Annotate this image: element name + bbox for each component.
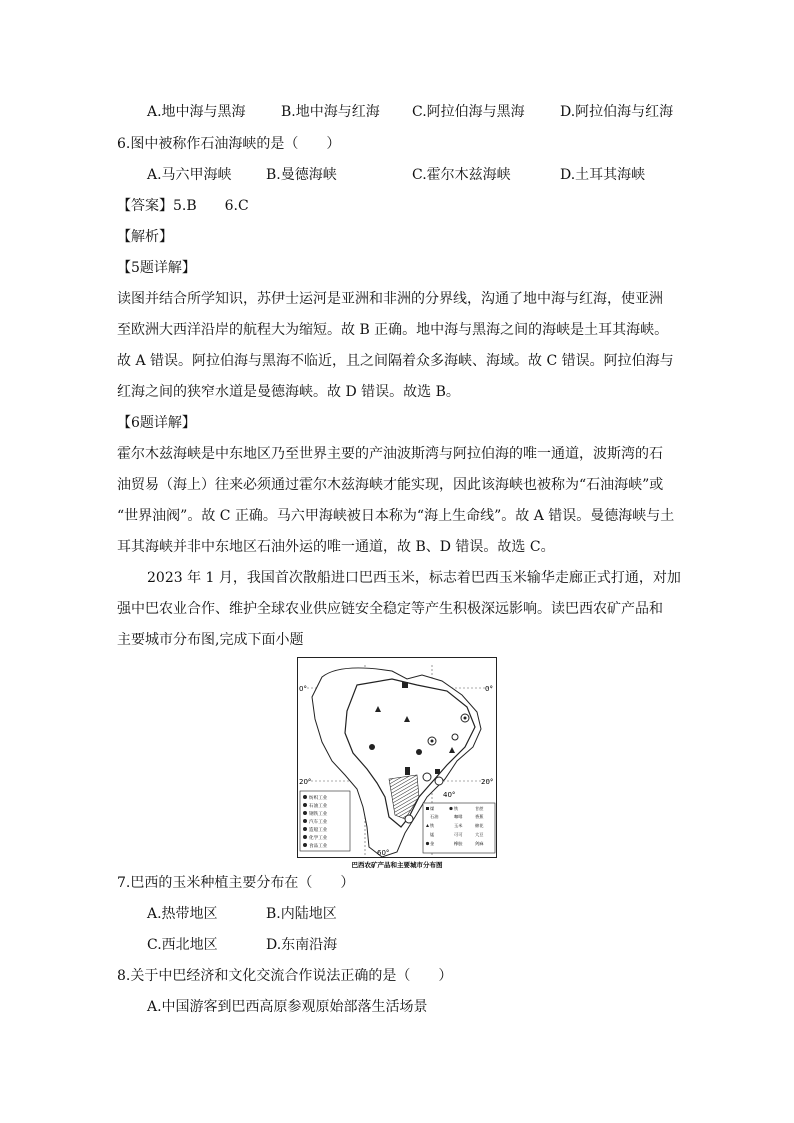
legend-product-14: 剑麻 xyxy=(475,841,484,846)
q7-question: 7.巴西的玉米种植主要分布在（ ） xyxy=(117,875,355,891)
analysis-title: 【解析】 xyxy=(117,229,173,245)
q6-option-d: D.土耳其海峡 xyxy=(560,167,646,183)
q5-detail-line-3: 故 A 错误。阿拉伯海与黑海不临近，且之间隔着众多海峡、海域。故 C 错误。阿拉伯海与 xyxy=(117,353,674,369)
q6-option-b: B.曼德海峡 xyxy=(266,167,337,183)
q6-detail-line-2: 油贸易（海上）往来必须通过霍尔木兹海峡才能实现，因此该海峡也被称为“石油海峡”或 xyxy=(117,477,664,493)
legend-product-10: 可可 xyxy=(454,832,463,837)
legend-product-1: 铁 xyxy=(454,806,459,811)
q5-detail-title: 【5题详解】 xyxy=(117,260,196,276)
legend-industry-2: 钢铁工业 xyxy=(309,812,328,817)
q5-detail-line-1: 读图并结合所学知识，苏伊士运河是亚洲和非洲的分界线，沟通了地中海与红海，使亚洲 xyxy=(117,291,663,307)
legend-industry-6: 食品工业 xyxy=(309,844,328,849)
legend-product-4: 咖啡 xyxy=(454,814,463,819)
lat-label-20-left: 20° xyxy=(299,778,312,786)
q6-detail-title: 【6题详解】 xyxy=(117,415,196,431)
lon-label-40: 40° xyxy=(443,791,456,799)
legend-product-11: 大豆 xyxy=(475,832,484,837)
legend-product-6: 铁 xyxy=(430,823,435,828)
intro-line-1: 2023 年 1 月，我国首次散船进口巴西玉米，标志着巴西玉米输华走廊正式打通，对加 xyxy=(147,570,681,586)
legend-industry-4: 造船工业 xyxy=(309,828,328,833)
legend-industry-3: 汽车工业 xyxy=(309,820,328,825)
q6-detail-line-3: “世界油阀”。故 C 正确。马六甲海峡被日本称为“海上生命线”。故 A 错误。曼德海峡与土 xyxy=(117,508,675,524)
answer-line: 【答案】5.B 6.C xyxy=(117,198,249,214)
intro-line-2: 强中巴农业合作、维护全球农业供应链安全稳定等产生积极深远影响。读巴西农矿产品和 xyxy=(117,601,663,617)
q7-option-b: B.内陆地区 xyxy=(266,906,337,922)
q7-option-c: C.西北地区 xyxy=(147,937,218,953)
q5-detail-line-2: 至欧洲大西洋沿岸的航程大为缩短。故 B 正确。地中海与黑海之间的海峡是土耳其海峡。 xyxy=(117,322,669,338)
legend-product-0: 煤 xyxy=(430,806,435,811)
q6-option-a: A.马六甲海峡 xyxy=(147,167,232,183)
q5-option-b: B.地中海与红海 xyxy=(281,104,380,120)
q6-option-c: C.霍尔木兹海峡 xyxy=(412,167,511,183)
intro-line-3: 主要城市分布图,完成下面小题 xyxy=(117,632,304,648)
lat-label-0-right: 0° xyxy=(485,685,493,693)
brazil-map-figure xyxy=(297,657,498,871)
map-caption: 巴西农矿产品和主要城市分布图 xyxy=(351,861,443,869)
q6-question: 6.图中被称作石油海峡的是（ ） xyxy=(117,136,341,152)
q6-detail-line-4: 耳其海峡并非中东地区石油外运的唯一通道，故 B、D 错误。故选 C。 xyxy=(117,539,555,555)
q8-option-a: A.中国游客到巴西高原参观原始部落生活场景 xyxy=(147,999,428,1015)
legend-product-12: 金 xyxy=(430,841,435,846)
legend-product-3: 石油 xyxy=(430,814,439,819)
lon-label-60: 60° xyxy=(377,849,390,857)
legend-product-13: 橡胶 xyxy=(454,841,463,846)
legend-product-2: 甘蔗 xyxy=(475,806,484,811)
q8-question: 8.关于中巴经济和文化交流合作说法正确的是（ ） xyxy=(117,968,453,984)
legend-product-8: 棉花 xyxy=(475,823,484,828)
legend-industry-1: 石油工业 xyxy=(309,804,328,809)
q5-option-c: C.阿拉伯海与黑海 xyxy=(412,104,525,120)
lat-label-0-left: 0° xyxy=(299,685,307,693)
q6-detail-line-1: 霍尔木兹海峡是中东地区乃至世界主要的产油波斯湾与阿拉伯海的唯一通道，波斯湾的石 xyxy=(117,446,663,462)
q7-option-d: D.东南沿海 xyxy=(266,937,338,953)
q5-option-d: D.阿拉伯海与红海 xyxy=(560,104,674,120)
legend-industry-5: 化学工业 xyxy=(309,836,328,841)
q5-detail-line-4: 红海之间的狭窄水道是曼德海峡。故 D 错误。故选 B。 xyxy=(117,384,460,400)
legend-product-5: 香蕉 xyxy=(475,814,484,819)
legend-product-7: 玉米 xyxy=(454,823,463,828)
q7-option-a: A.热带地区 xyxy=(147,906,218,922)
legend-industry-0: 纺织工业 xyxy=(309,796,328,801)
q5-option-a: A.地中海与黑海 xyxy=(147,104,246,120)
lat-label-20-right: 20° xyxy=(481,778,494,786)
legend-product-9: 锰 xyxy=(430,832,435,837)
